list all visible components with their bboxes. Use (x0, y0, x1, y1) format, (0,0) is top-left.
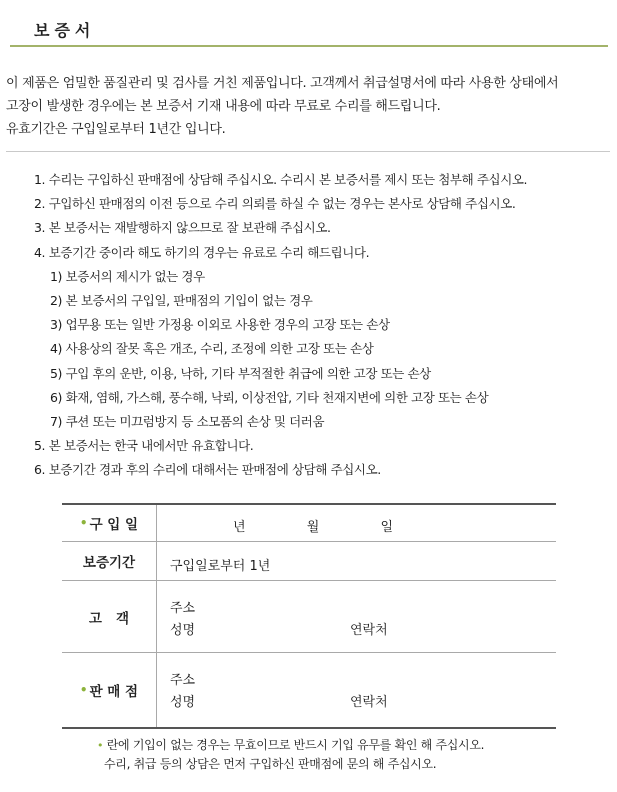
sub-term-item: 4) 사용상의 잘못 혹은 개조, 수리, 조정에 의한 고장 또는 손상 (50, 341, 374, 357)
seller-address-label: 주소 (170, 673, 196, 688)
sub-term-item: 5) 구입 후의 운반, 이용, 낙하, 기타 부적절한 취급에 의한 고장 또는 손상 (50, 365, 431, 381)
warranty-period-field (157, 542, 556, 580)
customer-name-label: 성명 (170, 623, 196, 638)
section-divider (6, 151, 610, 152)
intro-paragraph (6, 72, 612, 141)
intro-line: 유효기간은 구입일로부터 1년간 입니다. (6, 122, 226, 137)
warranty-period-row (62, 542, 556, 581)
month-label: 월 (306, 520, 320, 535)
seller-contact-label: 연락처 (350, 695, 388, 710)
footnotes (97, 736, 484, 774)
day-label: 일 (380, 520, 393, 535)
bullet-icon: • (79, 516, 88, 530)
seller-name-label: 성명 (170, 695, 196, 710)
purchase-date-field[interactable] (157, 505, 556, 541)
intro-line: 고장이 발생한 경우에는 본 보증서 기재 내용에 따라 무료로 수리를 해드립니다. (6, 99, 441, 114)
term-item: 6. 보증기간 경과 후의 수리에 대해서는 판매점에 상담해 주십시오. (34, 462, 381, 478)
customer-label-text: 고 객 (88, 610, 130, 627)
term-item: 3. 본 보증서는 재발행하지 않으므로 잘 보관해 주십시오. (34, 220, 331, 236)
customer-address-label: 주소 (170, 601, 196, 616)
seller-field[interactable] (157, 653, 556, 727)
footnote-text: 란에 기입이 없는 경우는 무효이므로 반드시 기입 유무를 확인 해 주십시오. (106, 738, 485, 752)
bullet-icon: • (79, 683, 88, 697)
purchase-date-label (62, 505, 157, 541)
sub-term-item: 6) 화재, 염해, 가스해, 풍수해, 낙뢰, 이상전압, 기타 천재지변에 의한 고장 또는 손상 (50, 389, 489, 405)
intro-line: 이 제품은 엄밀한 품질관리 및 검사를 거친 제품입니다. 고객께서 취급설명서에 따라 사용한 상태에서 (6, 76, 559, 91)
customer-label (62, 581, 157, 652)
bullet-icon: • (97, 739, 104, 752)
customer-field[interactable] (157, 581, 556, 652)
year-label: 년 (233, 520, 246, 535)
warranty-period-value: 구입일로부터 1년 (170, 559, 271, 574)
terms-list (34, 168, 604, 483)
seller-label (62, 653, 157, 727)
customer-contact-label: 연락처 (350, 623, 388, 638)
sub-term-item: 2) 본 보증서의 구입일, 판매점의 기입이 없는 경우 (50, 293, 313, 309)
footnote-line (97, 736, 484, 755)
term-item: 2. 구입하신 판매점의 이전 등으로 수리 의뢰를 하실 수 없는 경우는 본사로 상담해 주십시오. (34, 196, 516, 212)
title-divider (10, 45, 608, 47)
page-title: 보증서 (34, 21, 96, 40)
customer-row (62, 581, 556, 653)
purchase-date-row (62, 505, 556, 542)
footnote-line: 수리, 취급 등의 상담은 먼저 구입하신 판매점에 문의 해 주십시오. (104, 757, 437, 771)
purchase-date-label-text: 구 입 일 (89, 517, 139, 533)
term-item: 5. 본 보증서는 한국 내에서만 유효합니다. (34, 438, 254, 454)
sub-term-item: 1) 보증서의 제시가 없는 경우 (50, 268, 205, 284)
seller-label-text: 판 매 점 (89, 684, 139, 700)
seller-row (62, 653, 556, 727)
warranty-period-label: 보증기간 (62, 542, 157, 580)
sub-term-item: 3) 업무용 또는 일반 가정용 이외로 사용한 경우의 고장 또는 손상 (50, 317, 390, 333)
warranty-card (62, 503, 556, 729)
term-item: 1. 수리는 구입하신 판매점에 상담해 주십시오. 수리시 본 보증서를 제시 또는 첨부해 주십시오. (34, 172, 528, 187)
sub-term-item: 7) 쿠션 또는 미끄럼방지 등 소모품의 손상 및 더러움 (50, 414, 325, 430)
card-bottom-border (62, 727, 556, 729)
term-item: 4. 보증기간 중이라 해도 하기의 경우는 유료로 수리 해드립니다. (34, 244, 370, 260)
